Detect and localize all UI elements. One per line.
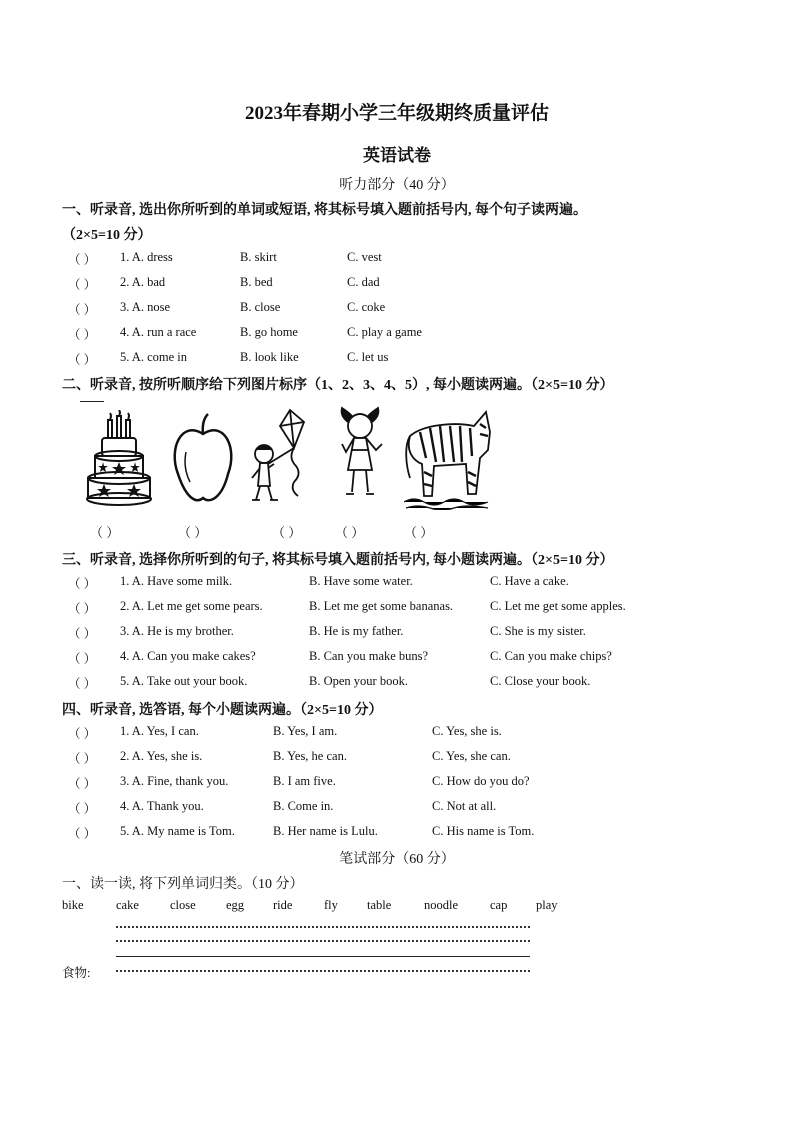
option-c: C. play a game bbox=[347, 325, 422, 339]
option-b: B. Come in. bbox=[273, 799, 334, 813]
section1-heading: 一、听录音, 选出你所听到的单词或短语, 将其标号填入题前括号内, 每个句子读两遍。 bbox=[62, 203, 587, 218]
word-item: cake bbox=[116, 898, 139, 912]
option-b: B. go home bbox=[240, 325, 298, 339]
word-item: close bbox=[170, 898, 196, 912]
picture-row bbox=[80, 402, 500, 512]
answer-paren[interactable]: （ ） bbox=[68, 328, 97, 342]
tiger-picture bbox=[404, 406, 492, 510]
option-a: 2. A. Let me get some pears. bbox=[120, 599, 263, 613]
option-a: 4. A. Thank you. bbox=[120, 799, 204, 813]
girl-picture bbox=[332, 406, 388, 506]
option-b: B. Open your book. bbox=[309, 674, 408, 688]
section4-heading: 四、听录音, 选答语, 每个小题读两遍。（2×5=10 分） bbox=[62, 703, 383, 718]
picture-order-paren[interactable]: （ ） bbox=[178, 525, 208, 540]
word-item: egg bbox=[226, 898, 245, 912]
option-c: C. How do you do? bbox=[432, 774, 530, 788]
option-a: 1. A. Yes, I can. bbox=[120, 724, 199, 738]
option-c: C. Yes, she is. bbox=[432, 724, 502, 738]
section3-heading: 三、听录音, 选择你所听到的句子, 将其标号填入题前括号内, 每小题读两遍。（2×5=10 分） bbox=[62, 553, 614, 568]
section1-score: （2×5=10 分） bbox=[62, 228, 152, 243]
answer-paren[interactable]: （ ） bbox=[68, 253, 97, 267]
option-a: 1. A. dress bbox=[120, 250, 173, 264]
option-b: B. Her name is Lulu. bbox=[273, 824, 378, 838]
word-item: play bbox=[536, 898, 558, 912]
section2-heading: 二、听录音, 按所听顺序给下列图片标序（1、2、3、4、5）, 每小题读两遍。（2×5=10 分） bbox=[62, 378, 614, 393]
answer-paren[interactable]: （ ） bbox=[68, 727, 97, 741]
word-item: fly bbox=[324, 898, 338, 912]
answer-paren[interactable]: （ ） bbox=[68, 627, 97, 641]
option-c: C. dad bbox=[347, 275, 380, 289]
option-a: 1. A. Have some milk. bbox=[120, 574, 233, 588]
option-a: 4. A. Can you make cakes? bbox=[120, 649, 256, 663]
option-c: C. Yes, she can. bbox=[432, 749, 511, 763]
option-b: B. He is my father. bbox=[309, 624, 404, 638]
apple-picture bbox=[172, 412, 234, 508]
listening-part-heading: 听力部分（40 分） bbox=[339, 178, 455, 193]
answer-paren[interactable]: （ ） bbox=[68, 652, 97, 666]
answer-paren[interactable]: （ ） bbox=[68, 752, 97, 766]
option-a: 2. A. Yes, she is. bbox=[120, 749, 203, 763]
answer-paren[interactable]: （ ） bbox=[68, 802, 97, 816]
option-b: B. Yes, I am. bbox=[273, 724, 338, 738]
cake-picture bbox=[84, 410, 154, 506]
word-item: bike bbox=[62, 898, 84, 912]
option-a: 3. A. Fine, thank you. bbox=[120, 774, 229, 788]
option-c: C. Let me get some apples. bbox=[490, 599, 626, 613]
option-a: 3. A. He is my brother. bbox=[120, 624, 234, 638]
word-item: cap bbox=[490, 898, 508, 912]
word-item: table bbox=[367, 898, 392, 912]
answer-paren[interactable]: （ ） bbox=[68, 353, 97, 367]
writing-part-heading: 笔试部分（60 分） bbox=[339, 852, 455, 867]
section5-heading: 一、读一读, 将下列单词归类。（10 分） bbox=[62, 877, 304, 892]
option-b: B. close bbox=[240, 300, 281, 314]
option-c: C. vest bbox=[347, 250, 382, 264]
food-label: 食物: bbox=[62, 966, 91, 980]
option-a: 5. A. come in bbox=[120, 350, 188, 364]
option-a: 4. A. run a race bbox=[120, 325, 197, 339]
option-a: 5. A. Take out your book. bbox=[120, 674, 248, 688]
answer-paren[interactable]: （ ） bbox=[68, 278, 97, 292]
word-item: noodle bbox=[424, 898, 459, 912]
option-b: B. look like bbox=[240, 350, 299, 364]
answer-line[interactable] bbox=[116, 940, 530, 942]
answer-paren[interactable]: （ ） bbox=[68, 677, 97, 691]
picture-order-paren[interactable]: （ ） bbox=[90, 525, 120, 540]
option-c: C. Not at all. bbox=[432, 799, 497, 813]
exam-title: 2023年春期小学三年级期终质量评估 bbox=[244, 103, 549, 124]
boy-kite-picture bbox=[250, 408, 310, 508]
answer-line[interactable] bbox=[116, 956, 530, 957]
option-b: B. Yes, he can. bbox=[273, 749, 347, 763]
word-item: ride bbox=[273, 898, 293, 912]
option-b: B. Let me get some bananas. bbox=[309, 599, 454, 613]
food-answer-line[interactable] bbox=[116, 970, 530, 972]
option-b: B. Can you make buns? bbox=[309, 649, 429, 663]
option-c: C. Have a cake. bbox=[490, 574, 569, 588]
exam-subtitle: 英语试卷 bbox=[363, 146, 431, 165]
picture-order-paren[interactable]: （ ） bbox=[335, 525, 365, 540]
option-a: 5. A. My name is Tom. bbox=[120, 824, 235, 838]
answer-paren[interactable]: （ ） bbox=[68, 777, 97, 791]
option-b: B. I am five. bbox=[273, 774, 336, 788]
answer-paren[interactable]: （ ） bbox=[68, 303, 97, 317]
picture-order-paren[interactable]: （ ） bbox=[272, 525, 302, 540]
answer-line[interactable] bbox=[116, 926, 530, 928]
option-c: C. let us bbox=[347, 350, 389, 364]
answer-paren[interactable]: （ ） bbox=[68, 827, 97, 841]
option-c: C. Close your book. bbox=[490, 674, 591, 688]
option-c: C. coke bbox=[347, 300, 386, 314]
picture-order-paren[interactable]: （ ） bbox=[404, 525, 434, 540]
option-a: 3. A. nose bbox=[120, 300, 170, 314]
option-c: C. She is my sister. bbox=[490, 624, 586, 638]
answer-paren[interactable]: （ ） bbox=[68, 602, 97, 616]
option-a: 2. A. bad bbox=[120, 275, 166, 289]
option-c: C. His name is Tom. bbox=[432, 824, 535, 838]
option-c: C. Can you make chips? bbox=[490, 649, 612, 663]
option-b: B. bed bbox=[240, 275, 273, 289]
option-b: B. Have some water. bbox=[309, 574, 413, 588]
option-b: B. skirt bbox=[240, 250, 277, 264]
answer-paren[interactable]: （ ） bbox=[68, 577, 97, 591]
